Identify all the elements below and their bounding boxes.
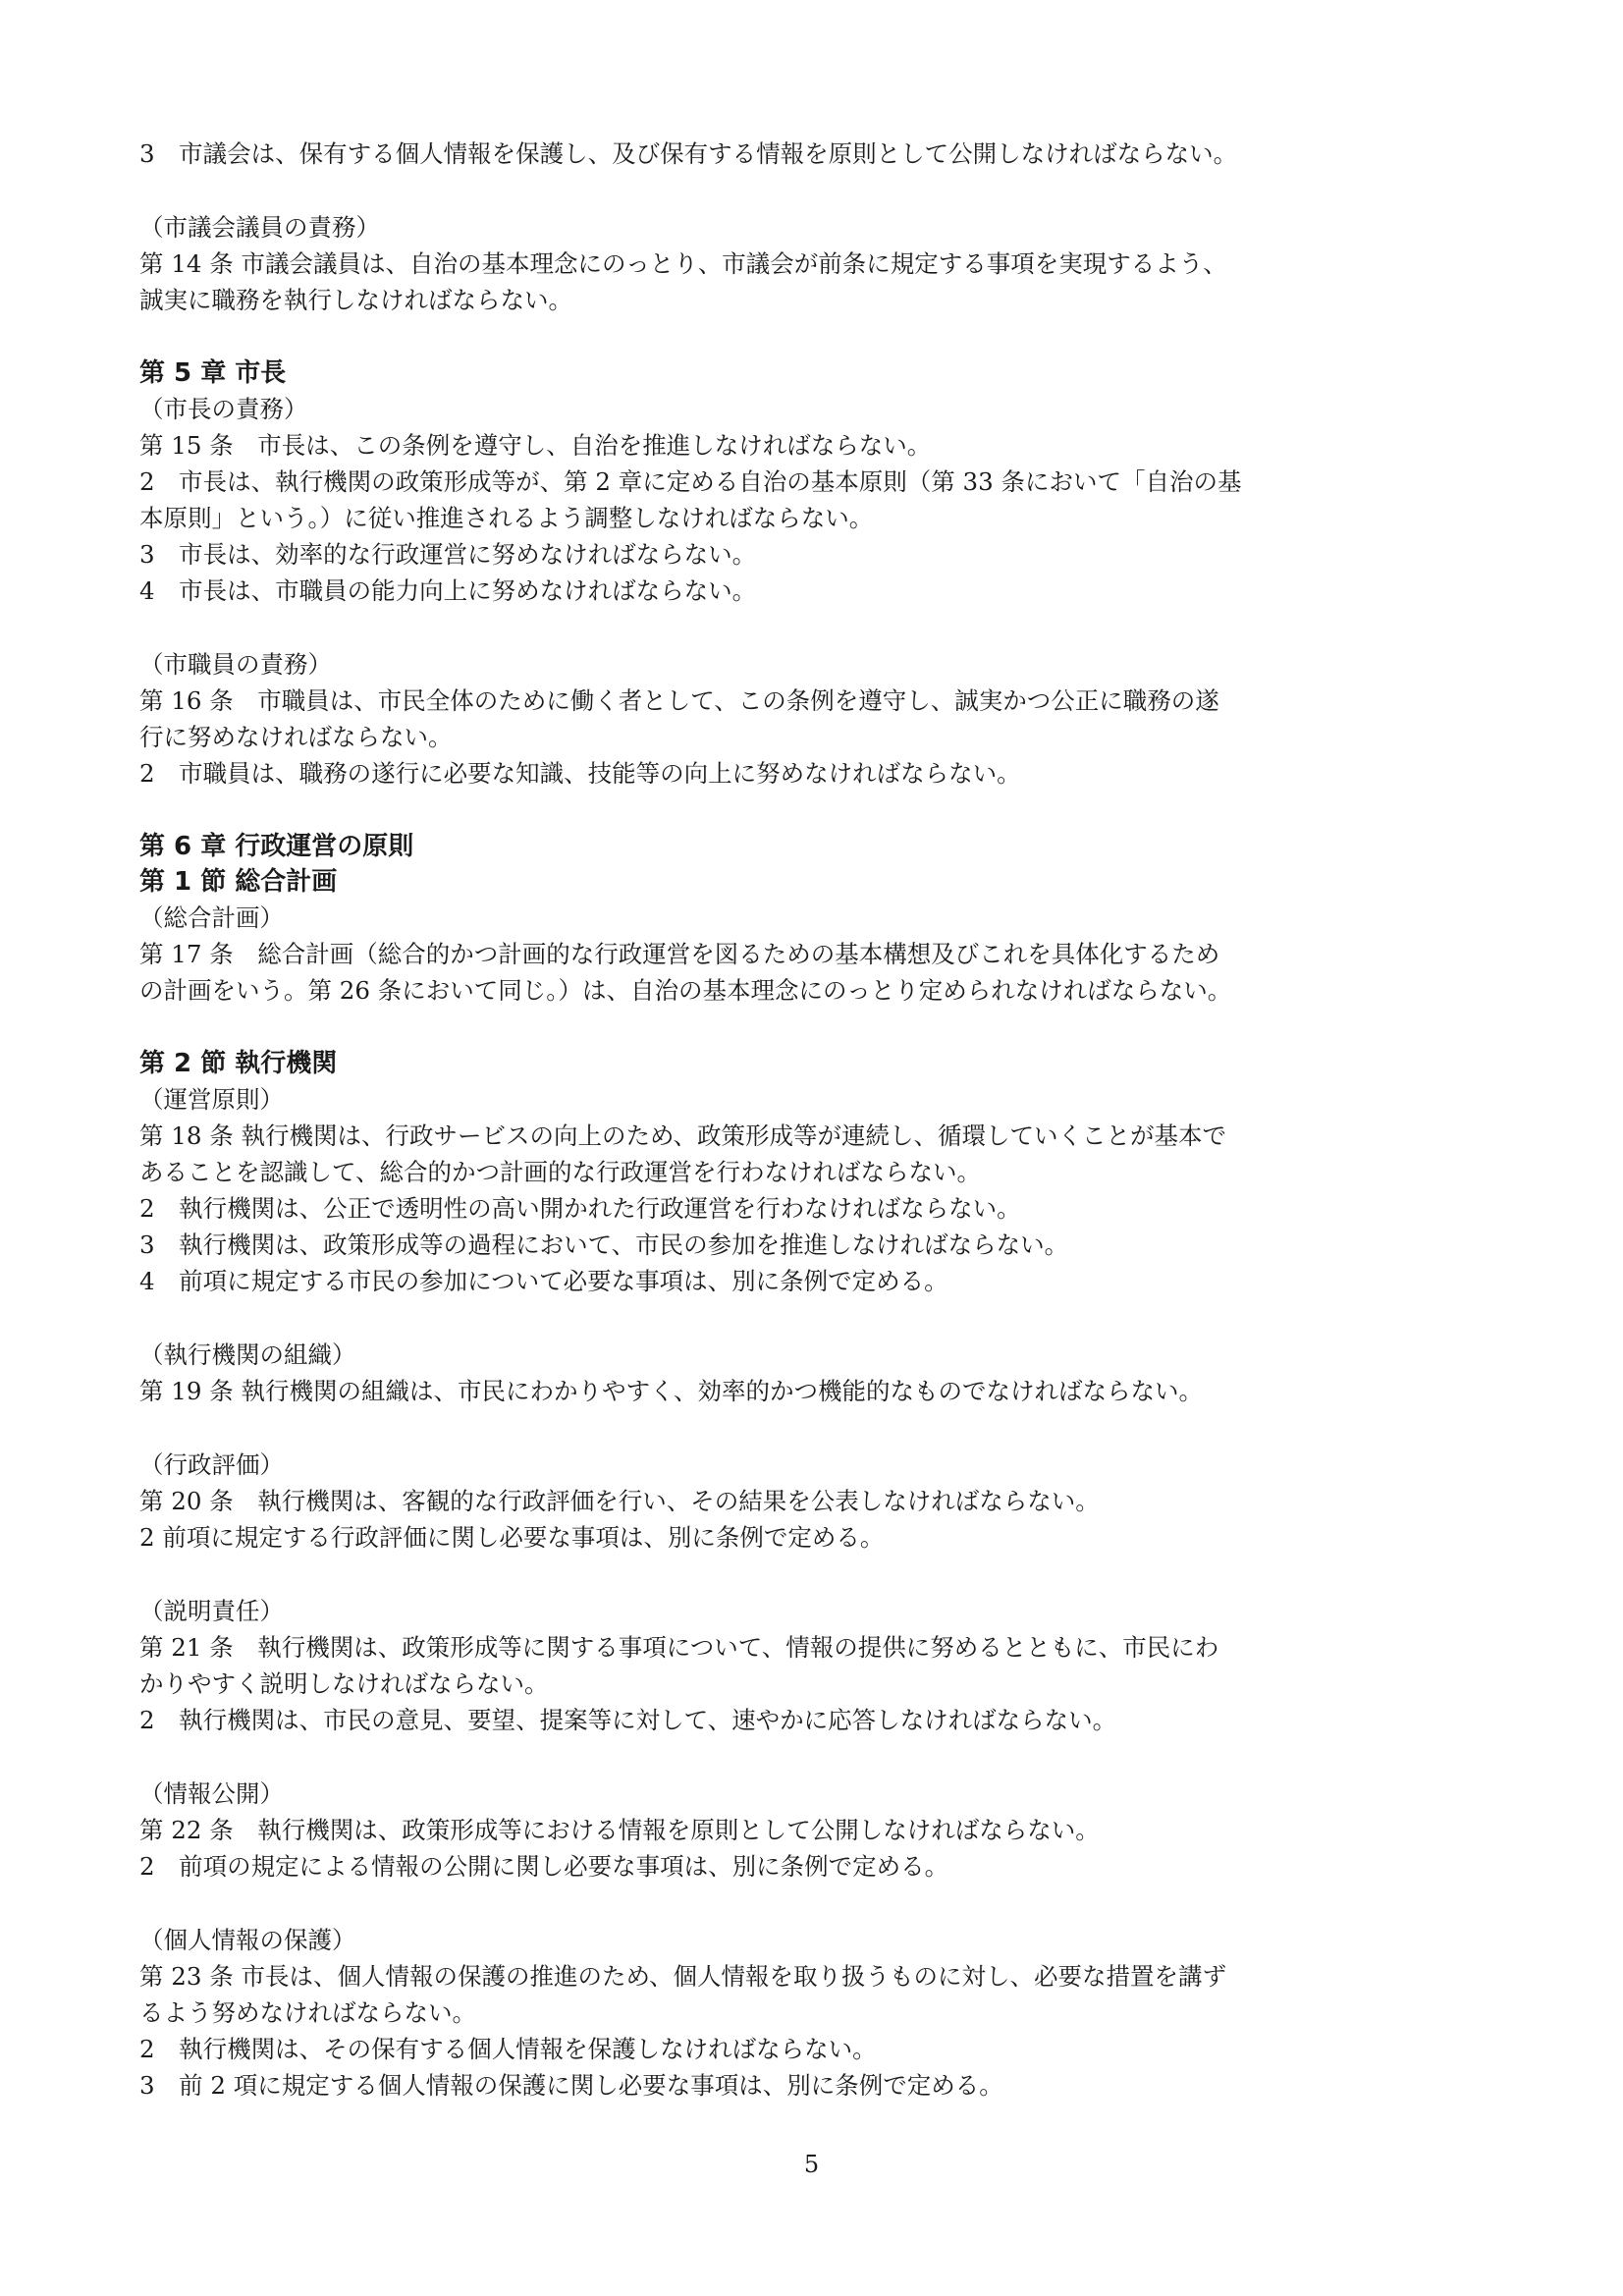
text-line: 第 23 条 市長は、個人情報の保護の推進のため、個人情報を取り扱うものに対し、必要な措置を講ず [139, 1962, 1227, 1991]
text-line: 第 19 条 執行機関の組織は、市民にわかりやすく、効率的かつ機能的なものでなければならない。 [139, 1377, 1204, 1405]
chapter-heading: 第 1 節 総合計画 [139, 867, 338, 897]
spacer [139, 1556, 1494, 1593]
spacer [139, 1009, 1494, 1046]
article-heading: （市長の責務） [139, 395, 308, 423]
article-heading: （市職員の責務） [139, 650, 332, 679]
text-line: 2 市職員は、職務の遂行に必要な知識、技能等の向上に努めなければならない。 [139, 759, 1021, 788]
article-heading: （総合計画） [139, 903, 284, 932]
article-heading: （個人情報の保護） [139, 1926, 356, 1954]
text-line: 第 15 条 市長は、この条例を遵守し、自治を推進しなければならない。 [139, 431, 932, 460]
chapter-heading: 第 5 章 市長 [139, 358, 287, 388]
text-line: 行に努めなければならない。 [139, 723, 453, 751]
text-line: の計画をいう。第 26 条において同じ。）は、自治の基本理念にのっとり定められなければならない。 [139, 976, 1232, 1005]
spacer [139, 1299, 1494, 1337]
chapter-heading: 第 2 節 執行機関 [139, 1049, 338, 1078]
text-line: 第 16 条 市職員は、市民全体のために働く者として、この条例を遵守し、誠実かつ公正に職務の遂 [139, 686, 1219, 715]
article-heading: （情報公開） [139, 1779, 284, 1808]
spacer [139, 318, 1494, 355]
text-line: 3 執行機関は、政策形成等の過程において、市民の参加を推進しなければならない。 [139, 1230, 1069, 1259]
text-line: 第 14 条 市議会議員は、自治の基本理念にのっとり、市議会が前条に規定する事項を実現するよう、 [139, 249, 1227, 278]
spacer [139, 609, 1494, 646]
spacer [139, 172, 1494, 209]
article-heading: （市議会議員の責務） [139, 213, 380, 242]
text-line: 第 20 条 執行機関は、客観的な行政評価を行い、その結果を公表しなければならない。 [139, 1487, 1100, 1515]
text-line: 第 17 条 総合計画（総合的かつ計画的な行政運営を図るための基本構想及びこれを具体化するため [139, 940, 1220, 968]
spacer [139, 1409, 1494, 1447]
article-heading: （執行機関の組織） [139, 1340, 356, 1369]
text-line: るよう努めなければならない。 [139, 1998, 476, 2027]
text-line: 4 前項に規定する市民の参加について必要な事項は、別に条例で定める。 [139, 1267, 948, 1295]
text-line: 3 前 2 項に規定する個人情報の保護に関し必要な事項は、別に条例で定める。 [139, 2071, 1003, 2100]
page-number: 5 [803, 2151, 820, 2178]
text-line: 2 執行機関は、市民の意見、要望、提案等に対して、速やかに応答しなければならない。 [139, 1706, 1117, 1734]
text-line: 3 市長は、効率的な行政運営に努めなければならない。 [139, 540, 757, 569]
spacer [139, 792, 1494, 829]
article-heading: （運営原則） [139, 1085, 284, 1114]
text-line: 2 執行機関は、その保有する個人情報を保護しなければならない。 [139, 2035, 877, 2063]
document-body [139, 136, 1494, 2104]
text-line: あることを認識して、総合的かつ計画的な行政運営を行わなければならない。 [139, 1158, 982, 1186]
text-line: 2 前項に規定する行政評価に関し必要な事項は、別に条例で定める。 [139, 1523, 885, 1552]
chapter-heading: 第 6 章 行政運営の原則 [139, 832, 414, 861]
article-heading: （行政評価） [139, 1450, 284, 1479]
text-line: 2 市長は、執行機関の政策形成等が、第 2 章に定める自治の基本原則（第 33 条において「自治の基 [139, 467, 1242, 496]
text-line: 2 執行機関は、公正で透明性の高い開かれた行政運営を行わなければならない。 [139, 1194, 1021, 1223]
text-line: 第 18 条 執行機関は、行政サービスの向上のため、政策形成等が連続し、循環していくことが基本で [139, 1121, 1227, 1150]
text-line: 4 市長は、市職員の能力向上に努めなければならない。 [139, 576, 757, 605]
text-line: 本原則」という。）に従い推進されるよう調整しなければならない。 [139, 504, 874, 532]
spacer [139, 1885, 1494, 1922]
text-line: 誠実に職務を執行しなければならない。 [139, 286, 572, 314]
article-heading: （説明責任） [139, 1597, 284, 1625]
text-line: かりやすく説明しなければならない。 [139, 1669, 549, 1698]
text-line: 第 21 条 執行機関は、政策形成等に関する事項について、情報の提供に努めるとともに、市民にわ [139, 1633, 1219, 1662]
text-line: 第 22 条 執行機関は、政策形成等における情報を原則として公開しなければならない。 [139, 1816, 1100, 1844]
spacer [139, 1738, 1494, 1776]
text-line: 3 市議会は、保有する個人情報を保護し、及び保有する情報を原則として公開しなければならない。 [139, 139, 1238, 168]
text-line: 2 前項の規定による情報の公開に関し必要な事項は、別に条例で定める。 [139, 1852, 949, 1881]
